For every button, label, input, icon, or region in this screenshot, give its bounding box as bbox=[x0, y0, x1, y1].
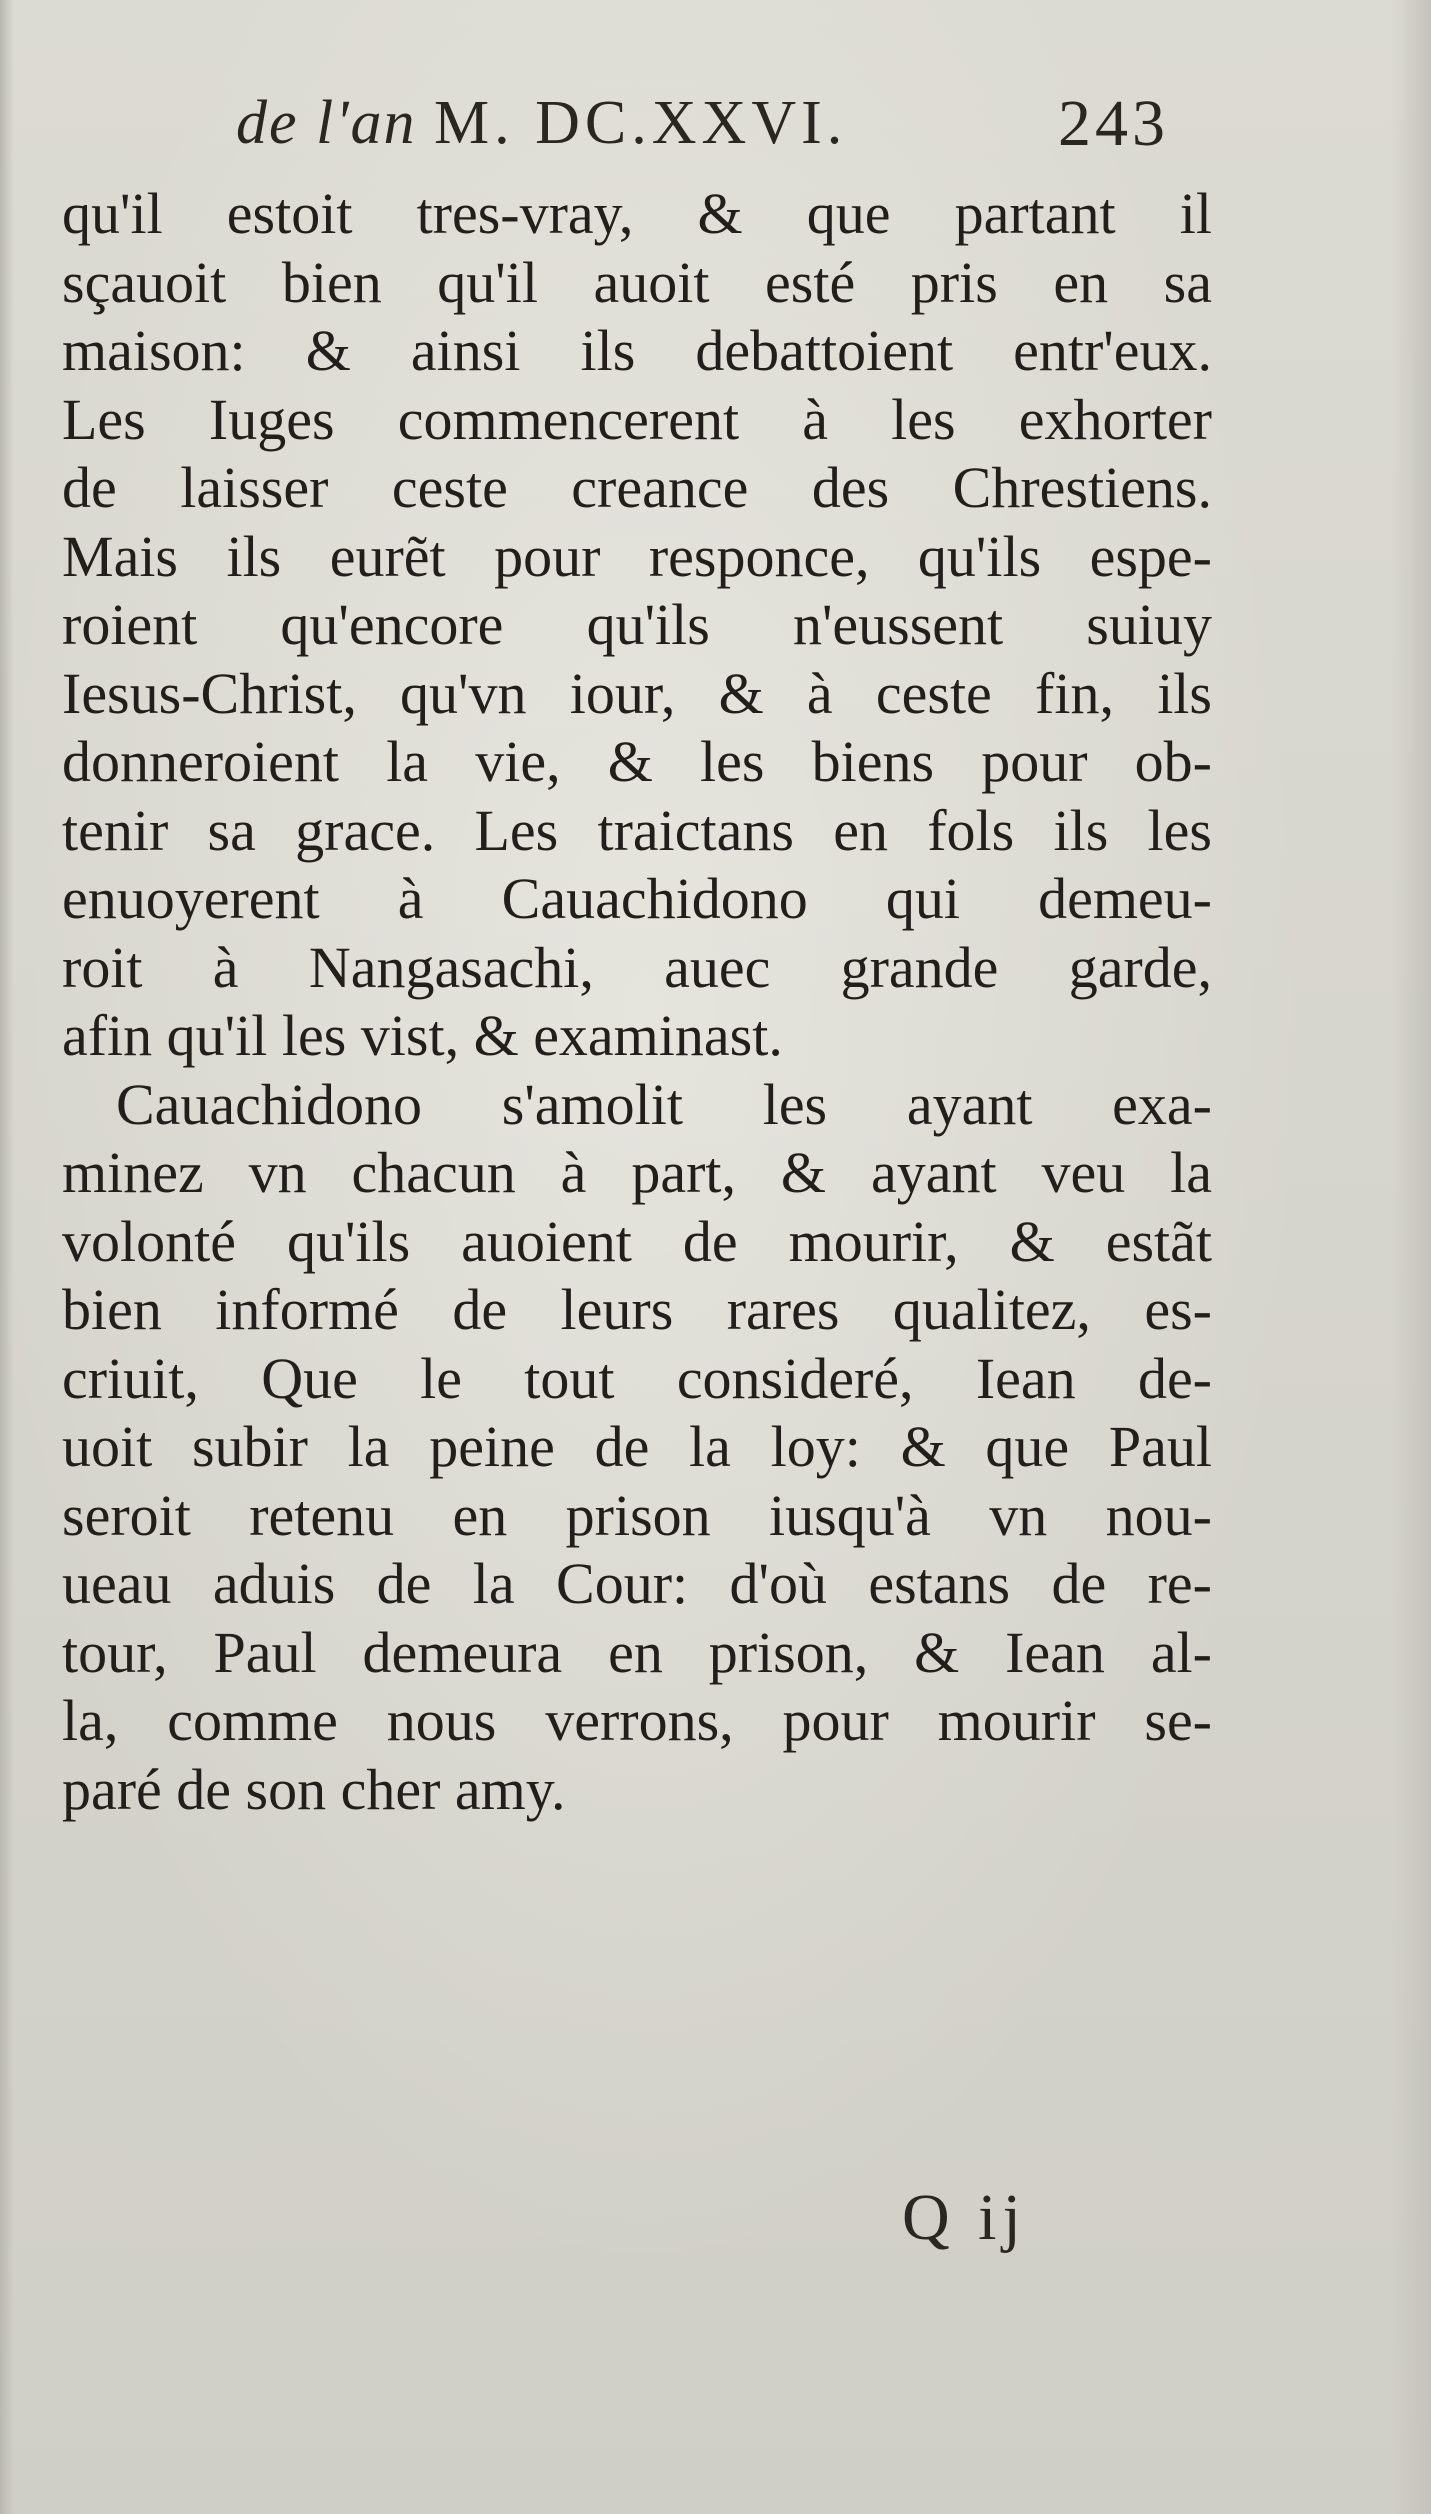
text-line: Mais ils eurẽt pour responce, qu'ils espe- bbox=[62, 523, 1212, 589]
text-line: bien informé de leurs rares qualitez, es- bbox=[62, 1277, 1212, 1342]
text-line: Les Iuges commencerent à les exhorter bbox=[62, 386, 1212, 452]
text-line: seroit retenu en prison iusqu'à vn nou- bbox=[62, 1482, 1212, 1548]
page-number: 243 bbox=[1058, 87, 1169, 160]
running-head-year: M. DC.XXVI. bbox=[434, 89, 848, 157]
text-line: de laisser ceste creance des Chrestiens. bbox=[62, 455, 1212, 520]
text-line: sçauoit bien qu'il auoit esté pris en sa bbox=[62, 249, 1212, 315]
text-line: donneroient la vie, & les biens pour ob- bbox=[62, 729, 1212, 794]
text-line: roient qu'encore qu'ils n'eussent suiuy bbox=[62, 592, 1212, 657]
signature-mark: Q ij bbox=[902, 2181, 1027, 2254]
text-line-paragraph-start: Cauachidono s'amolit les ayant exa- bbox=[116, 1071, 1212, 1137]
text-line: maison: & ainsi ils debattoient entr'eux. bbox=[62, 318, 1212, 383]
page-left-edge-shadow bbox=[0, 0, 14, 2514]
text-line: uoit subir la peine de la loy: & que Paul bbox=[62, 1414, 1212, 1479]
text-line: criuit, Que le tout consideré, Iean de- bbox=[62, 1345, 1212, 1411]
text-line: ueau aduis de la Cour: d'où estans de re- bbox=[62, 1551, 1212, 1616]
page-right-edge-shadow bbox=[1391, 0, 1431, 2514]
text-line: minez vn chacun à part, & ayant veu la bbox=[62, 1140, 1212, 1205]
text-line: roit à Nangasachi, auec grande garde, bbox=[62, 934, 1212, 1000]
text-line: paré de son cher amy. bbox=[62, 1756, 566, 1822]
text-line: Iesus-Christ, qu'vn iour, & à ceste fin, ils bbox=[62, 660, 1212, 726]
text-line: tour, Paul demeura en prison, & Iean al- bbox=[62, 1619, 1212, 1685]
text-line: afin qu'il les vist, & examinast. bbox=[62, 1003, 783, 1068]
text-line: la, comme nous verrons, pour mourir se- bbox=[62, 1688, 1212, 1753]
text-line: tenir sa grace. Les traictans en fols ils les bbox=[62, 797, 1212, 863]
running-head bbox=[236, 88, 847, 159]
body-text bbox=[62, 180, 1212, 1824]
text-line: enuoyerent à Cauachidono qui demeu- bbox=[62, 866, 1212, 931]
text-line: qu'il estoit tres-vray, & que partant il bbox=[62, 181, 1212, 246]
running-head-italic: de l'an bbox=[236, 89, 417, 157]
text-line: volonté qu'ils auoient de mourir, & estãt bbox=[62, 1208, 1212, 1274]
